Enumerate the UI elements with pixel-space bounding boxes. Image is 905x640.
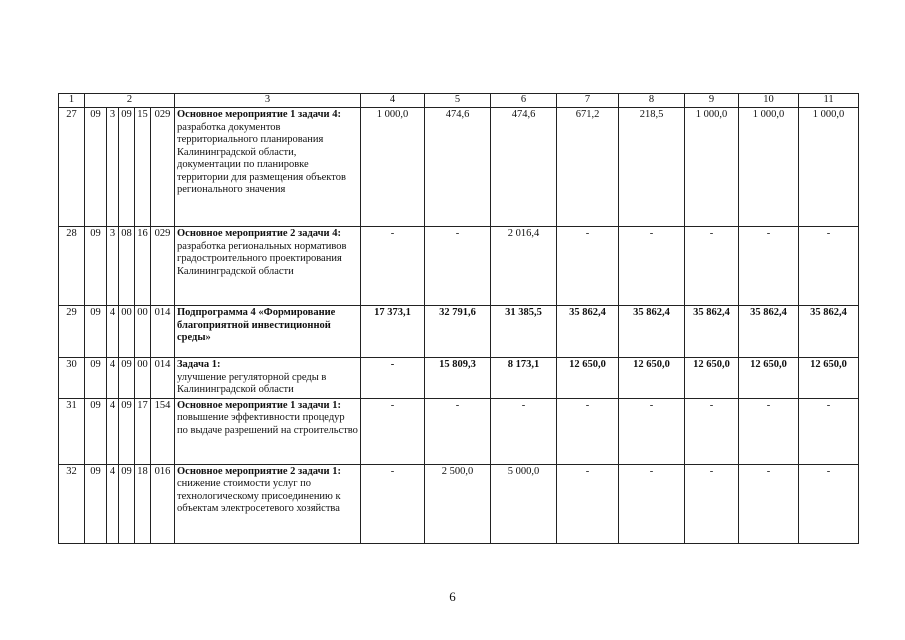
code-cell: 09 <box>85 306 107 358</box>
table-row <box>59 464 859 543</box>
value-cell: 12 650,0 <box>799 358 859 399</box>
item-description: улучшение регуляторной среды в Калининградской области <box>177 371 327 395</box>
value-cell: - <box>739 398 799 464</box>
value-cell: - <box>739 227 799 306</box>
value-cell: - <box>619 227 685 306</box>
item-title: Основное мероприятие 2 задачи 1: <box>177 465 341 477</box>
value-cell: - <box>557 464 619 543</box>
value-cell: 35 862,4 <box>799 306 859 358</box>
value-cell: 12 650,0 <box>685 358 739 399</box>
value-cell: - <box>361 398 425 464</box>
value-cell: 2 500,0 <box>425 464 491 543</box>
table-row <box>59 306 859 358</box>
code-cell: 00 <box>135 358 151 399</box>
value-cell: 671,2 <box>557 108 619 227</box>
value-cell: - <box>685 398 739 464</box>
value-cell: - <box>799 398 859 464</box>
code-cell: 3 <box>107 227 119 306</box>
code-cell: 09 <box>119 398 135 464</box>
header-col-5: 5 <box>425 94 491 108</box>
header-col-8: 8 <box>619 94 685 108</box>
item-description: снижение стоимости услуг по технологическому присоединению к объектам электросетевого хозяйства <box>177 478 341 514</box>
value-cell: 474,6 <box>425 108 491 227</box>
code-cell: 4 <box>107 464 119 543</box>
code-cell: 154 <box>151 398 175 464</box>
value-cell: - <box>361 464 425 543</box>
code-cell: 029 <box>151 227 175 306</box>
code-cell: 09 <box>85 464 107 543</box>
value-cell: 218,5 <box>619 108 685 227</box>
table-row <box>59 108 859 227</box>
value-cell: 5 000,0 <box>491 464 557 543</box>
value-cell: 2 016,4 <box>491 227 557 306</box>
value-cell: - <box>491 398 557 464</box>
table-header <box>59 94 859 108</box>
value-cell: 35 862,4 <box>739 306 799 358</box>
value-cell: 12 650,0 <box>739 358 799 399</box>
value-cell: - <box>619 398 685 464</box>
code-cell: 15 <box>135 108 151 227</box>
row-number: 31 <box>59 398 85 464</box>
code-cell: 4 <box>107 398 119 464</box>
row-number: 28 <box>59 227 85 306</box>
value-cell: - <box>799 227 859 306</box>
item-name-cell <box>175 464 361 543</box>
value-cell: 32 791,6 <box>425 306 491 358</box>
table-row <box>59 227 859 306</box>
value-cell: - <box>799 464 859 543</box>
value-cell: - <box>361 358 425 399</box>
item-description: разработка документов территориального планирования Калининградской области, документации по планировке территории для размещения объектов регионального значения <box>177 121 346 195</box>
item-name-cell <box>175 398 361 464</box>
value-cell: 35 862,4 <box>685 306 739 358</box>
code-cell: 09 <box>85 108 107 227</box>
value-cell: 1 000,0 <box>739 108 799 227</box>
item-title: Задача 1: <box>177 359 221 370</box>
item-title: Основное мероприятие 1 задачи 1: <box>177 399 341 411</box>
code-cell: 3 <box>107 108 119 227</box>
value-cell: 12 650,0 <box>557 358 619 399</box>
header-col-4: 4 <box>361 94 425 108</box>
code-cell: 09 <box>85 358 107 399</box>
row-number: 30 <box>59 358 85 399</box>
code-cell: 17 <box>135 398 151 464</box>
table-body <box>59 108 859 544</box>
code-cell: 09 <box>119 464 135 543</box>
code-cell: 014 <box>151 306 175 358</box>
code-cell: 09 <box>119 108 135 227</box>
code-cell: 18 <box>135 464 151 543</box>
value-cell: - <box>425 398 491 464</box>
code-cell: 09 <box>85 398 107 464</box>
value-cell: - <box>557 398 619 464</box>
value-cell: 474,6 <box>491 108 557 227</box>
value-cell: - <box>685 464 739 543</box>
item-name-cell <box>175 358 361 399</box>
value-cell: 1 000,0 <box>685 108 739 227</box>
row-number: 27 <box>59 108 85 227</box>
row-number: 29 <box>59 306 85 358</box>
code-cell: 029 <box>151 108 175 227</box>
item-description: разработка региональных нормативов градостроительного проектирования Калининградской области <box>177 240 347 277</box>
code-cell: 016 <box>151 464 175 543</box>
header-col-11: 11 <box>799 94 859 108</box>
table-row <box>59 358 859 399</box>
header-col-2: 2 <box>85 94 175 108</box>
item-description: повышение эффективности процедур по выдаче разрешений на строительство <box>177 412 358 436</box>
row-number: 32 <box>59 464 85 543</box>
header-col-1: 1 <box>59 94 85 108</box>
item-title: Подпрограмма 4 «Формирование благоприятной инвестиционной среды» <box>177 307 336 343</box>
table-row <box>59 398 859 464</box>
item-name-cell <box>175 227 361 306</box>
value-cell: - <box>557 227 619 306</box>
header-row <box>59 94 859 108</box>
value-cell: 31 385,5 <box>491 306 557 358</box>
value-cell: 1 000,0 <box>799 108 859 227</box>
header-col-3: 3 <box>175 94 361 108</box>
value-cell: - <box>685 227 739 306</box>
value-cell: 17 373,1 <box>361 306 425 358</box>
value-cell: - <box>739 464 799 543</box>
header-col-6: 6 <box>491 94 557 108</box>
item-name-cell <box>175 108 361 227</box>
header-col-9: 9 <box>685 94 739 108</box>
code-cell: 09 <box>119 358 135 399</box>
value-cell: - <box>425 227 491 306</box>
code-cell: 08 <box>119 227 135 306</box>
budget-table <box>58 93 859 544</box>
code-cell: 00 <box>135 306 151 358</box>
item-name-cell <box>175 306 361 358</box>
code-cell: 4 <box>107 306 119 358</box>
code-cell: 4 <box>107 358 119 399</box>
code-cell: 00 <box>119 306 135 358</box>
code-cell: 16 <box>135 227 151 306</box>
code-cell: 014 <box>151 358 175 399</box>
header-col-10: 10 <box>739 94 799 108</box>
item-title: Основное мероприятие 1 задачи 4: <box>177 109 341 120</box>
code-cell: 09 <box>85 227 107 306</box>
value-cell: 15 809,3 <box>425 358 491 399</box>
header-col-7: 7 <box>557 94 619 108</box>
value-cell: 35 862,4 <box>619 306 685 358</box>
value-cell: 1 000,0 <box>361 108 425 227</box>
item-title: Основное мероприятие 2 задачи 4: <box>177 228 341 239</box>
value-cell: - <box>619 464 685 543</box>
value-cell: - <box>361 227 425 306</box>
value-cell: 35 862,4 <box>557 306 619 358</box>
value-cell: 8 173,1 <box>491 358 557 399</box>
page-number: 6 <box>449 589 456 604</box>
value-cell: 12 650,0 <box>619 358 685 399</box>
